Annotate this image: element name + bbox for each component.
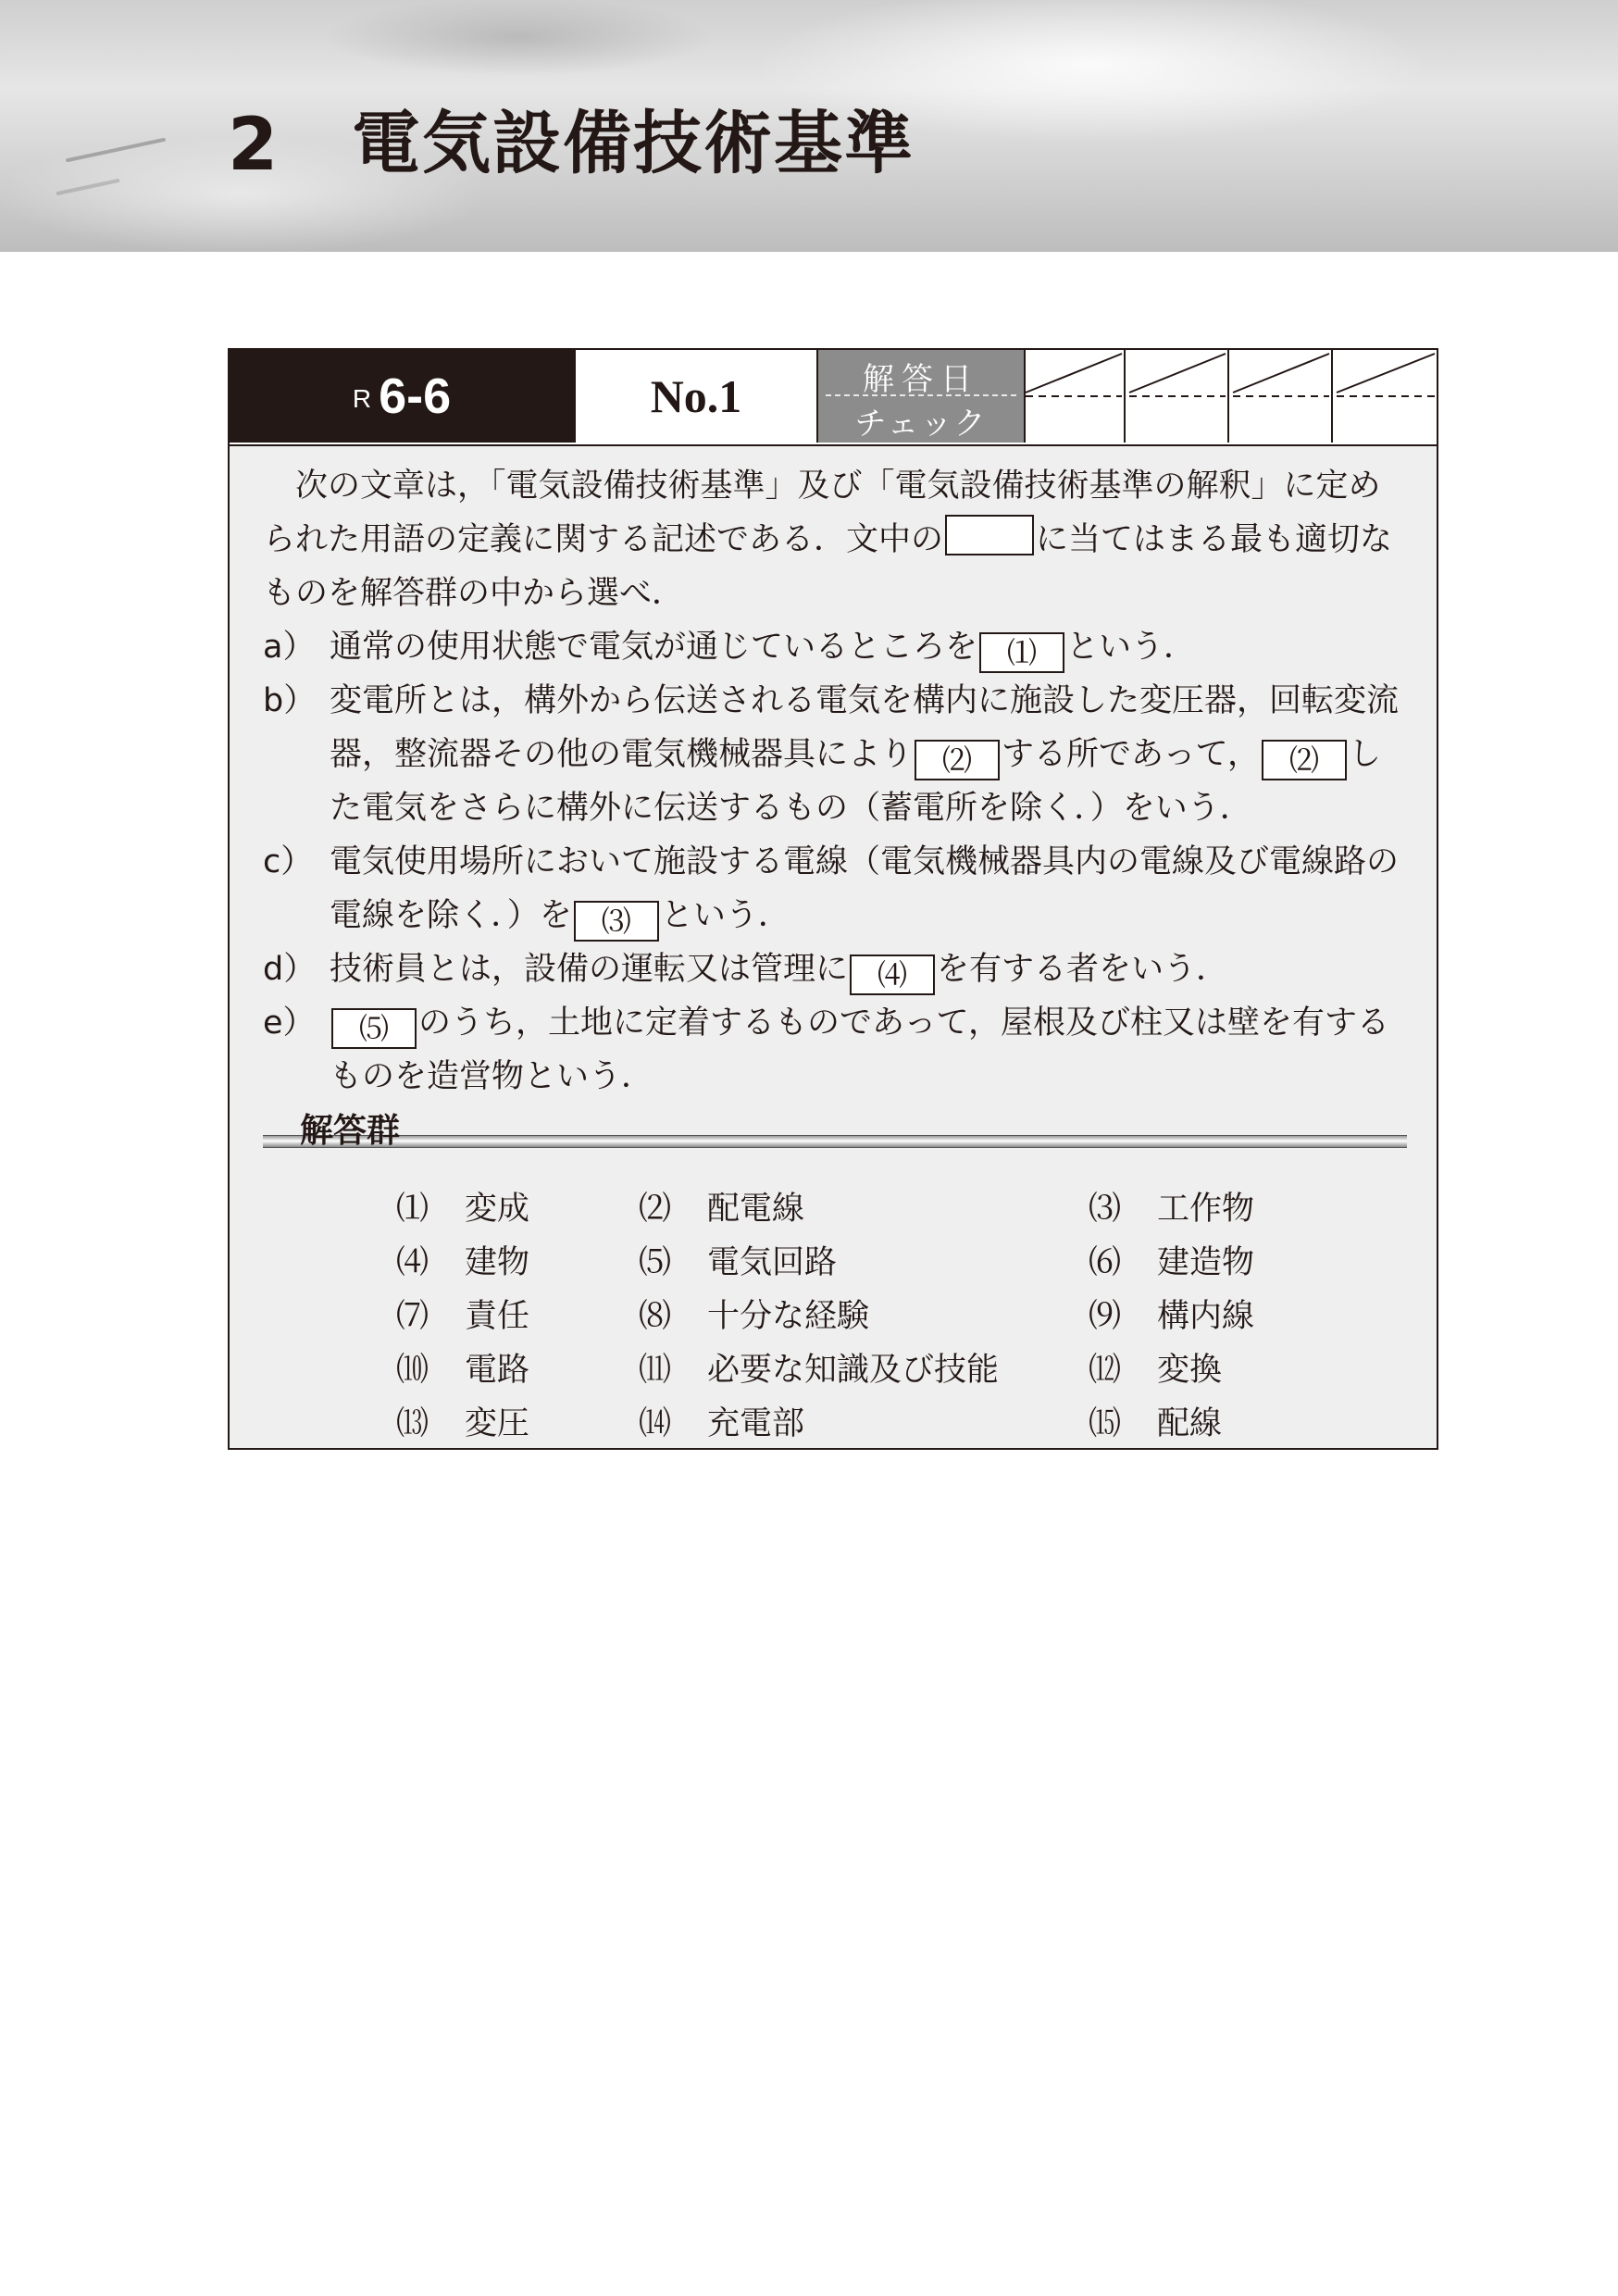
answer-option[interactable] bbox=[639, 1191, 804, 1228]
answer-option-key: ⑹ bbox=[1089, 1244, 1122, 1281]
item-label: e） bbox=[263, 1004, 316, 1042]
answer-option[interactable] bbox=[639, 1352, 999, 1389]
item-text: 電気使用場所において施設する電線（電気機械器具内の電線及び電線路の電線を除く．）を bbox=[330, 843, 1400, 934]
problem-header bbox=[230, 350, 1437, 446]
answer-option-key: ⑷ bbox=[396, 1244, 429, 1281]
check-divider bbox=[826, 394, 1016, 396]
answer-option-key: ⒁ bbox=[639, 1405, 672, 1442]
question-text bbox=[263, 459, 1411, 1104]
answer-option-key: ⑴ bbox=[396, 1191, 429, 1228]
check-label-bottom: チェック bbox=[854, 406, 988, 443]
question-item-c bbox=[263, 835, 1411, 942]
check-box-1[interactable] bbox=[1022, 350, 1126, 443]
answer-option[interactable] bbox=[396, 1405, 529, 1442]
check-label-top: 解答日 bbox=[863, 361, 979, 398]
problem-code-cell bbox=[230, 350, 574, 443]
answer-option-text: 充電部 bbox=[707, 1405, 805, 1442]
answer-option-key: ⑶ bbox=[1089, 1191, 1122, 1228]
blank-sample bbox=[945, 515, 1034, 555]
question-item-d bbox=[263, 942, 1411, 996]
answer-group-rule bbox=[263, 1135, 1407, 1148]
answer-option-text: 十分な経験 bbox=[707, 1298, 870, 1335]
item-label: b） bbox=[263, 682, 317, 719]
answer-option-key: ⑼ bbox=[1089, 1298, 1122, 1335]
question-item-a bbox=[263, 620, 1411, 674]
item-text: のうち，土地に定着するものであって，屋根及び柱又は壁を有するものを造営物という． bbox=[330, 1004, 1389, 1095]
item-text: 技術員とは，設備の運転又は管理に bbox=[330, 951, 849, 988]
chapter-banner bbox=[0, 0, 1618, 252]
answer-option-key: ⑻ bbox=[639, 1298, 672, 1335]
answer-option-text: 電気回路 bbox=[707, 1244, 838, 1281]
answer-option-text: 変成 bbox=[465, 1191, 530, 1228]
item-text: する所であって， bbox=[1002, 736, 1260, 773]
answer-option[interactable] bbox=[396, 1298, 529, 1335]
banner-decoration bbox=[56, 179, 119, 195]
check-box-2[interactable] bbox=[1126, 350, 1229, 443]
check-slash-icon bbox=[1126, 350, 1229, 443]
item-text: 通常の使用状態で電気が通じているところを bbox=[330, 629, 978, 666]
answer-option[interactable] bbox=[396, 1352, 529, 1389]
answer-option-text: 電路 bbox=[465, 1352, 530, 1389]
answer-option-key: ⑵ bbox=[639, 1191, 672, 1228]
problem-prefix: R bbox=[352, 384, 372, 413]
answer-option-text: 配線 bbox=[1157, 1405, 1223, 1442]
answer-option[interactable] bbox=[639, 1298, 869, 1335]
item-label: d） bbox=[263, 951, 317, 988]
item-text: した電気をさらに構外に伝送するもの（蓄電所を除く．）をいう． bbox=[330, 736, 1381, 827]
answer-group-heading: 解答群 bbox=[300, 1112, 401, 1150]
question-item-b bbox=[263, 674, 1411, 835]
answer-option-text: 建造物 bbox=[1157, 1244, 1255, 1281]
answer-blank-1[interactable]: ⑴ bbox=[979, 632, 1064, 673]
answer-option[interactable] bbox=[1089, 1244, 1254, 1281]
answer-option[interactable] bbox=[639, 1405, 804, 1442]
question-intro bbox=[263, 459, 1411, 620]
answer-option-key: ⑺ bbox=[396, 1298, 429, 1335]
intro-text: に当てはまる最も適切なものを解答群の中から選べ． bbox=[263, 521, 1393, 612]
answer-blank-4[interactable]: ⑷ bbox=[850, 955, 935, 995]
answer-option-text: 工作物 bbox=[1157, 1191, 1255, 1228]
check-slash-icon bbox=[1229, 350, 1333, 443]
answer-option-text: 変換 bbox=[1157, 1352, 1223, 1389]
check-label-cell bbox=[816, 350, 1026, 443]
answer-blank-5[interactable]: ⑸ bbox=[331, 1008, 417, 1049]
answer-option[interactable] bbox=[1089, 1405, 1222, 1442]
answer-group-header bbox=[263, 1112, 1407, 1150]
answer-option-key: ⒀ bbox=[396, 1405, 429, 1442]
answer-option-text: 変圧 bbox=[465, 1405, 530, 1442]
intro-text: 次の文章は，「電気設備技術基準」及び「電気設備技術基準の解釈」に定められた用語の定義に関する記述である．文中の bbox=[263, 468, 1381, 558]
check-box-3[interactable] bbox=[1229, 350, 1333, 443]
problem-number: No.1 bbox=[574, 350, 816, 443]
check-slash-icon bbox=[1022, 350, 1126, 443]
banner-decoration bbox=[66, 138, 166, 163]
answer-option[interactable] bbox=[1089, 1298, 1254, 1335]
check-box-4[interactable] bbox=[1333, 350, 1437, 443]
answer-option-key: ⑾ bbox=[639, 1352, 672, 1389]
question-item-e bbox=[263, 996, 1411, 1104]
item-text: という． bbox=[660, 897, 790, 934]
answer-blank-2[interactable]: ⑵ bbox=[915, 740, 1000, 780]
answer-option[interactable] bbox=[1089, 1352, 1222, 1389]
answer-option[interactable] bbox=[639, 1244, 837, 1281]
check-slash-icon bbox=[1333, 350, 1438, 443]
answer-option-text: 建物 bbox=[465, 1244, 530, 1281]
item-label: a） bbox=[263, 629, 316, 666]
problem-box bbox=[228, 348, 1438, 1450]
chapter-title: 電気設備技術基準 bbox=[352, 104, 915, 183]
answer-option-text: 配電線 bbox=[707, 1191, 805, 1228]
answer-option[interactable] bbox=[396, 1244, 529, 1281]
answer-blank-2[interactable]: ⑵ bbox=[1262, 740, 1347, 780]
answer-blank-3[interactable]: ⑶ bbox=[574, 901, 659, 942]
answer-option[interactable] bbox=[396, 1191, 529, 1228]
answer-option-key: ⑸ bbox=[639, 1244, 672, 1281]
item-label: c） bbox=[263, 843, 314, 880]
answer-option-text: 責任 bbox=[465, 1298, 530, 1335]
item-text: を有する者をいう． bbox=[937, 951, 1229, 988]
answer-option-key: ⒂ bbox=[1089, 1405, 1122, 1442]
answer-option[interactable] bbox=[1089, 1191, 1254, 1228]
item-text: 変電所とは，構外から伝送される電気を構内に施設した変圧器，回転変流器，整流器その他の電気機械器具により bbox=[330, 682, 1400, 773]
answer-option-text: 構内線 bbox=[1157, 1298, 1255, 1335]
answer-option-text: 必要な知識及び技能 bbox=[707, 1352, 1000, 1389]
answer-option-key: ⑿ bbox=[1089, 1352, 1122, 1389]
answer-option-key: ⑽ bbox=[396, 1352, 429, 1389]
item-text: という． bbox=[1066, 629, 1197, 666]
chapter-number: 2 bbox=[228, 104, 280, 187]
problem-code: 6-6 bbox=[379, 368, 452, 424]
